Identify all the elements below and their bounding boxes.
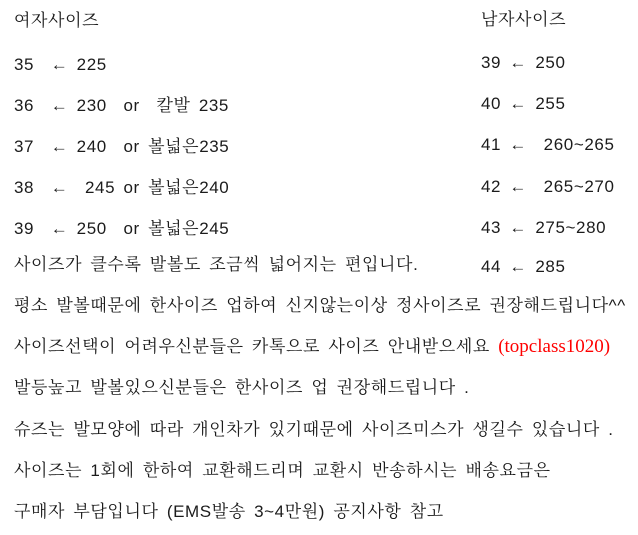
men-size-row: 39 ← 250: [481, 53, 566, 72]
note-size-miss: 슈즈는 발모양에 따라 개인차가 있기때문에 사이즈미스가 생길수 있습니다 .: [14, 420, 614, 439]
women-size-row: 35 ← 225: [14, 55, 107, 74]
note-width: 사이즈가 클수록 발볼도 조금씩 넓어지는 편입니다.: [14, 255, 419, 274]
note-exchange-2: 구매자 부담입니다 (EMS발송 3~4만원) 공지사항 참고: [14, 502, 444, 521]
note-exchange-1: 사이즈는 1회에 한하여 교환해드리며 교환시 반송하시는 배송요금은: [14, 461, 551, 480]
note-kakao-guide: [14, 336, 610, 358]
men-size-row: 41 ← 260~265: [481, 135, 615, 154]
men-sizes-title: 남자사이즈: [481, 10, 567, 29]
women-sizes-title: 여자사이즈: [14, 11, 100, 30]
women-size-row: 38 ← 245 or 볼넓은240: [14, 178, 230, 197]
note-size-up: 발등높고 발볼있으신분들은 한사이즈 업 권장해드립니다 .: [14, 378, 470, 397]
women-size-row: 36 ← 230 or 칼발 235: [14, 96, 229, 115]
men-size-row: 43 ← 275~280: [481, 218, 607, 237]
men-size-row: 40 ← 255: [481, 94, 566, 113]
note-kakao-guide-text: 사이즈선택이 어려우신분들은 카톡으로 사이즈 안내받으세요: [14, 337, 499, 356]
note-true-size: 평소 발볼때문에 한사이즈 업하여 신지않는이상 정사이즈로 권장해드립니다^^: [14, 296, 626, 315]
women-size-row: 39 ← 250 or 볼넓은245: [14, 219, 230, 238]
kakao-id: (topclass1020): [498, 336, 611, 357]
men-size-row: 42 ← 265~270: [481, 177, 615, 196]
men-size-row: 44 ← 285: [481, 257, 566, 276]
women-size-row: 37 ← 240 or 볼넓은235: [14, 137, 230, 156]
